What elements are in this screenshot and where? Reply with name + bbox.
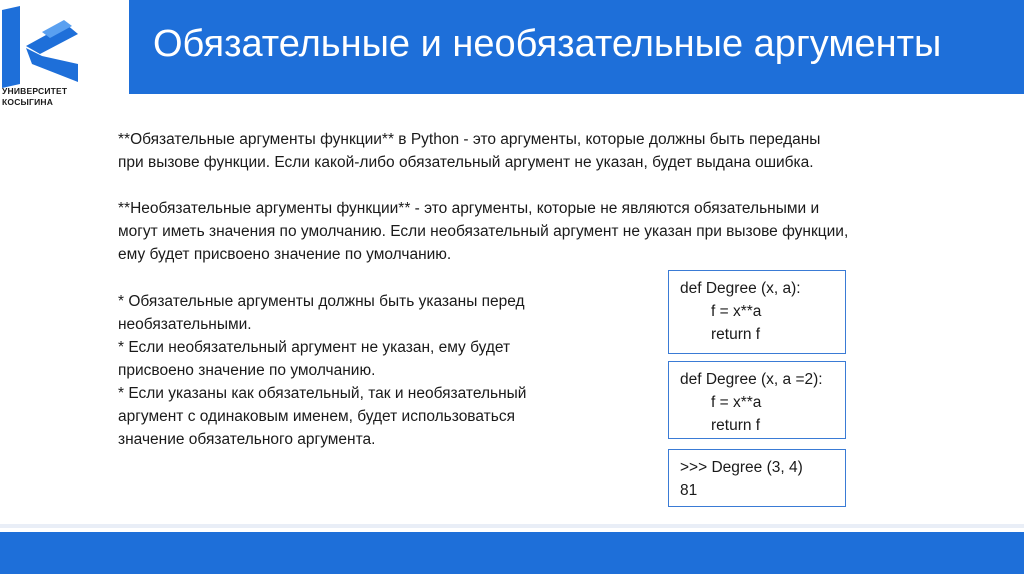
code-box-default <box>668 361 846 439</box>
footer-band <box>0 532 1024 574</box>
list-item <box>118 382 598 451</box>
code-line: >>> Degree (3, 4) <box>680 459 803 476</box>
slide-title: Обязательные и необязательные аргументы <box>153 23 942 65</box>
slide-header <box>129 0 1024 94</box>
text-line: могут иметь значения по умолчанию. Если необязательный аргумент не указан при вызове функции, <box>118 223 849 240</box>
text-line: * Если необязательный аргумент не указан, ему будет <box>118 339 511 356</box>
text-line: ему будет присвоено значение по умолчанию. <box>118 246 452 263</box>
code-line: def Degree (x, a =2): <box>680 371 823 388</box>
code-line: def Degree (x, a): <box>680 280 801 297</box>
rules-list <box>118 290 598 451</box>
text-line: присвоено значение по умолчанию. <box>118 362 376 379</box>
code-box-required <box>668 270 846 354</box>
text-line: при вызове функции. Если какой-либо обязательный аргумент не указан, будет выдана ошибка. <box>118 154 814 171</box>
code-box-call <box>668 449 846 507</box>
footer-divider <box>0 524 1024 528</box>
code-line: f = x**a <box>711 394 762 411</box>
list-item <box>118 336 598 382</box>
description-text <box>118 128 958 266</box>
code-line: return f <box>711 417 761 434</box>
code-line: f = x**a <box>711 303 762 320</box>
list-item <box>118 290 598 336</box>
logo-text-line1: УНИВЕРСИТЕТ <box>2 86 68 96</box>
text-line: **Необязательные аргументы функции** - это аргументы, которые не являются обязательными и <box>118 200 820 217</box>
text-line: * Обязательные аргументы должны быть указаны перед <box>118 293 525 310</box>
text-line: **Обязательные аргументы функции** в Python - это аргументы, которые должны быть переданы <box>118 131 821 148</box>
text-line: значение обязательного аргумента. <box>118 431 376 448</box>
university-logo-icon <box>2 6 82 88</box>
text-line: необязательными. <box>118 316 252 333</box>
paragraph-optional-args <box>118 197 958 266</box>
text-line: аргумент с одинаковым именем, будет использоваться <box>118 408 515 425</box>
paragraph-required-args <box>118 128 958 174</box>
university-logo <box>0 0 128 128</box>
code-line: 81 <box>680 482 698 499</box>
text-line: * Если указаны как обязательный, так и необязательный <box>118 385 527 402</box>
logo-text-line2: КОСЫГИНА <box>2 97 54 107</box>
code-line: return f <box>711 326 761 343</box>
